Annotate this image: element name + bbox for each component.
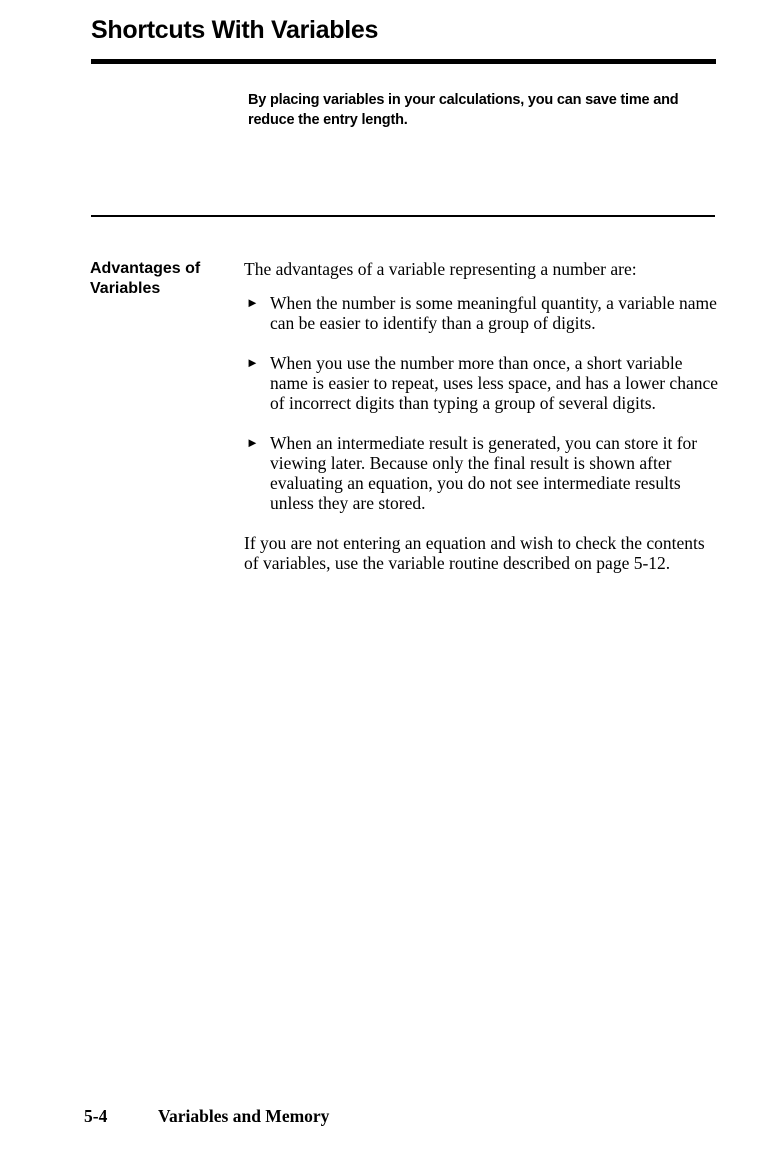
advantages-list — [244, 293, 718, 513]
bullet-triangle-icon: ► — [246, 435, 259, 450]
bullet-triangle-icon: ► — [246, 355, 259, 370]
list-item-text: When you use the number more than once, a short variable name is easier to repeat, uses less space, and has a lower chance of incorrect digits than typing a group of several digits. — [270, 353, 719, 413]
closing-paragraph: If you are not entering an equation and wish to check the contents of variables, use the variable routine described on page 5-12. — [244, 533, 705, 573]
lead-paragraph: The advantages of a variable representing a number are: — [244, 259, 637, 279]
page-footer — [84, 1106, 329, 1127]
side-heading-line-2: Variables — [90, 280, 161, 297]
page-title: Shortcuts With Variables — [91, 16, 379, 44]
body-text — [244, 259, 718, 573]
section-rule — [91, 215, 715, 217]
list-item — [244, 293, 718, 333]
title-rule — [91, 59, 716, 64]
bullet-triangle-icon: ► — [246, 295, 259, 310]
side-heading-line-1: Advantages of — [90, 260, 201, 277]
list-item — [244, 353, 718, 413]
chapter-title: Variables and Memory — [158, 1106, 330, 1126]
list-item — [244, 433, 718, 513]
page-number: 5-4 — [84, 1106, 108, 1126]
side-heading — [90, 259, 230, 299]
list-item-text: When an intermediate result is generated, you can store it for viewing later. Because only the final result is shown after evaluating an equation, you do not see intermediate results unless they are stored. — [270, 433, 698, 513]
list-item-text: When the number is some meaningful quantity, a variable name can be easier to identify than a group of digits. — [270, 293, 717, 333]
intro-text: By placing variables in your calculations, you can save time and reduce the entry length. — [248, 92, 679, 128]
